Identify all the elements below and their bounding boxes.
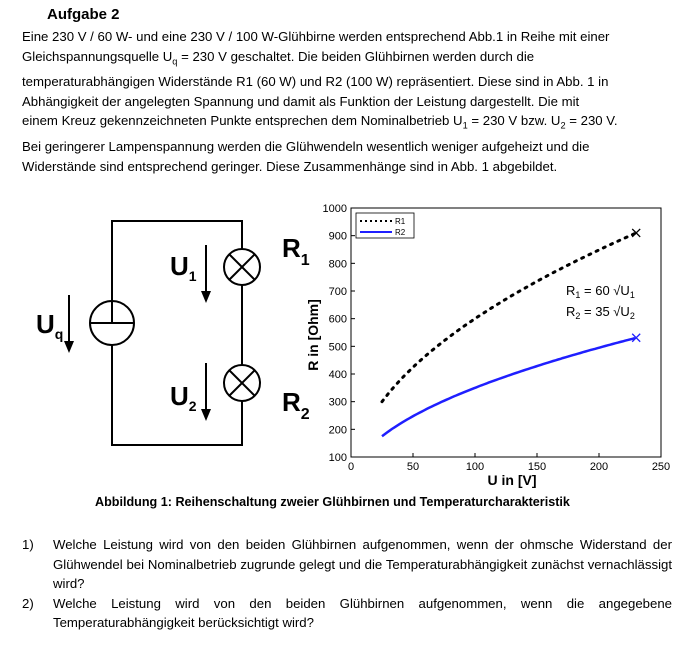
y-axis-label: R in [Ohm] xyxy=(305,299,321,371)
lamp-2-symbol xyxy=(224,365,260,401)
lamp-1-symbol xyxy=(224,249,260,285)
label-u1: $U_1$ xyxy=(170,251,197,284)
x-tick-label: 50 xyxy=(406,461,420,473)
y-tick-label: 600 xyxy=(328,313,347,326)
intro-line-4: Abhängigkeit der angelegten Spannung und damit als Funktion der Leistung dargestellt. Die mit xyxy=(22,93,580,109)
task-heading: Aufgabe 2 xyxy=(47,6,120,23)
plot-area xyxy=(351,208,661,457)
x-tick-label: 100 xyxy=(465,461,485,473)
task-description xyxy=(22,27,672,176)
y-tick-label: 800 xyxy=(328,258,347,271)
annotation-r2: $R_2 = 35$ $√U_2$ xyxy=(566,304,635,321)
label-u2: $U_2$ xyxy=(170,381,197,414)
figure-caption: Abbildung 1: Reihenschaltung zweier Glühbirnen und Temperaturcharakteristik xyxy=(95,495,570,509)
y-tick-label: 300 xyxy=(328,396,347,409)
legend-label-r1: R1 xyxy=(395,217,406,226)
voltage-arrow-u2 xyxy=(201,363,211,421)
y-tick-label: 1000 xyxy=(322,203,347,215)
question-list xyxy=(22,535,672,633)
y-tick-label: 500 xyxy=(328,341,347,354)
intro-line-7: Widerstände sind entsprechend geringer. Diese Zusammenhänge sind in Abb. 1 abgebildet. xyxy=(22,158,558,174)
intro-line-3: temperaturabhängigen Widerstände R1 (60 W) und R2 (100 W) repräsentiert. Diese sind in Abb. 1 in xyxy=(22,74,609,90)
voltage-arrow-uq xyxy=(64,295,74,353)
question-number: 1) xyxy=(22,537,34,552)
voltage-arrow-u1 xyxy=(201,245,211,303)
y-tick-label: 400 xyxy=(328,369,347,381)
intro-line-2: Gleichspannungsquelle $U_q = 230$ V geschaltet. Die beiden Glühbirnen werden durch die xyxy=(22,48,535,67)
question-text: Welche Leistung wird von den beiden Glühbirnen aufgenommen, wenn die angegebene Temperaturabhängigkeit berücksichtigt wird? xyxy=(53,595,672,630)
figure xyxy=(0,195,699,495)
legend xyxy=(356,213,414,238)
question-number: 2) xyxy=(22,595,34,611)
x-tick-label: 0 xyxy=(347,461,355,473)
y-tick-label: 100 xyxy=(328,452,347,464)
legend-box xyxy=(356,213,414,238)
intro-line-1: Eine 230 V / 60 W- und eine 230 V / 100 W-Glühbirne werden entsprechend Abb.1 in Reihe mit einer xyxy=(22,29,610,44)
x-axis-label: U in [V] xyxy=(487,472,537,488)
y-tick-label: 200 xyxy=(328,424,347,437)
y-tick-labels xyxy=(323,203,355,464)
resistance-chart xyxy=(305,203,670,488)
y-tick-label: 900 xyxy=(328,230,347,243)
intro-line-5: einem Kreuz gekennzeichneten Punkte entsprechen dem Nominalbetrieb $U_1 = 230$ V bzw. $U_2 = 230$ V. xyxy=(22,113,618,132)
question-item xyxy=(22,535,672,594)
label-r1: $R_1$ xyxy=(282,233,310,269)
x-tick-label: 150 xyxy=(527,461,547,473)
x-tick-label: 200 xyxy=(589,461,609,473)
question-item xyxy=(22,594,672,633)
circuit-diagram xyxy=(64,221,260,445)
label-uq: $U_q$ xyxy=(36,309,64,342)
legend-label-r2: R2 xyxy=(395,228,406,237)
x-tick-label: 250 xyxy=(651,461,671,473)
intro-line-6: Bei geringerer Lampenspannung werden die Glühwendeln wesentlich weniger aufgeheizt und die xyxy=(22,138,590,154)
annotation-r1: $R_1 = 60$ $√U_1$ xyxy=(566,283,635,300)
label-r2: $R_2$ xyxy=(282,387,310,423)
y-tick-label: 700 xyxy=(328,286,347,298)
question-text: Welche Leistung wird von den beiden Glühbirnen aufgenommen, wenn der ohmsche Widerstand der Glühwendel bei Nominalbetrieb zugrunde gelegt und die Temperaturabhängigkeit zunächst vernachlässigt wird? xyxy=(53,537,672,591)
